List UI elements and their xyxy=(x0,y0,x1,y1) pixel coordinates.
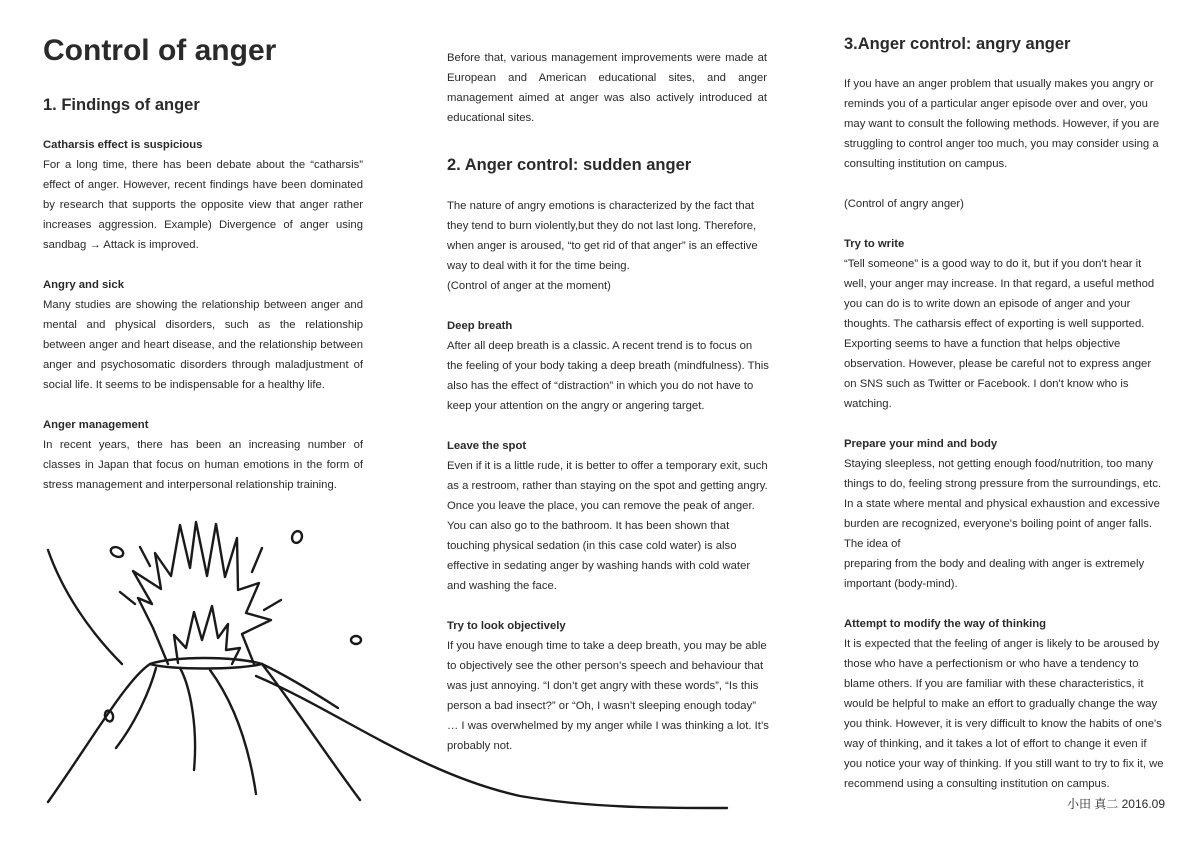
paragraph-mind-body-2: The idea of xyxy=(844,538,901,550)
paragraph-mind-body: Staying sleepless, not getting enough food/nutrition, too many things to do, feeling strong pressure from the surroundings, etc. In a state where mental and physical exhaustion and excessive burden are recognized, everyone's boiling point of anger falls. xyxy=(844,458,1162,530)
paragraph-catharsis: For a long time, there has been debate about the “catharsis” effect of anger. However, recent findings have been dominated by research that supports the opposite view that anger rather increases aggression. Example) Divergence of anger using sandbag → Attack is improved. xyxy=(43,159,363,251)
subheading-modify-thinking: Attempt to modify the way of thinking xyxy=(844,618,1047,630)
column-1-body xyxy=(43,135,363,495)
paragraph-intro: Before that, various management improvements were made at European and American educational sites, and anger management aimed at anger was also actively introduced at educational sites. xyxy=(447,52,767,124)
column-3-body xyxy=(844,74,1166,794)
note-sudden: (Control of anger at the moment) xyxy=(447,280,611,292)
paragraph-sudden-lead: The nature of angry emotions is characterized by the fact that they tend to burn violently,but they do not last long. Therefore, when anger is aroused, “to get rid of that anger” is an effective way to deal with it for the time being. xyxy=(447,200,758,272)
column-2-body xyxy=(447,196,769,756)
paragraph-angry-sick: Many studies are showing the relationship between anger and mental and physical disorders, such as the relationship between anger and heart disease, and the relationship between anger and psychosomatic disorders through maladjustment of social life. It seems to be indispensable for a healthy life. xyxy=(43,299,363,391)
paragraph-anger-management: In recent years, there has been an increasing number of classes in Japan that focus on human emotions in the form of stress management and interpersonal relationship training. xyxy=(43,439,363,491)
paragraph-look-objectively: If you have enough time to take a deep breath, you may be able to objectively see the other person's speech and behaviour that was just annoying. “I don’t get angry with these words”, “Is this person a bad insect?” or “Oh, I wasn’t sleeping enough today” … I was overwhelmed by my anger while I was thinking a lot. It’s probably not. xyxy=(447,640,769,752)
subheading-look-objectively: Try to look objectively xyxy=(447,620,566,632)
subheading-deep-breath: Deep breath xyxy=(447,320,513,332)
column-2-intro xyxy=(447,48,767,128)
paragraph-deep-breath: After all deep breath is a classic. A recent trend is to focus on the feeling of your body taking a deep breath (mindfulness). This also has the effect of “distraction” in which you do not have to keep your attention on the angry or angering target. xyxy=(447,340,769,412)
paragraph-try-write: “Tell someone” is a good way to do it, but if you don't hear it well, your anger may increase. In that regard, a useful method you can do is to write down an episode of anger and your thoughts. The catharsis effect of exporting is well supported. Exporting seems to have a function that helps objective observation. However, please be careful not to express anger on SNS such as Twitter or Facebook. I don't know who is watching. xyxy=(844,258,1155,410)
subheading-catharsis: Catharsis effect is suspicious xyxy=(43,139,203,151)
section-heading-angry-anger: 3.Anger control: angry anger xyxy=(844,35,1071,53)
section-heading-findings: 1. Findings of anger xyxy=(43,96,200,114)
note-angry: (Control of angry anger) xyxy=(844,198,964,210)
author-signature: 小田 真二 2016.09 xyxy=(1066,797,1165,811)
subheading-mind-body: Prepare your mind and body xyxy=(844,438,998,450)
paragraph-mind-body-3: preparing from the body and dealing with anger is extremely important (body-mind). xyxy=(844,558,1145,590)
subheading-anger-management: Anger management xyxy=(43,419,149,431)
paragraph-angry-lead: If you have an anger problem that usually makes you angry or reminds you of a particular anger episode over and over, you may want to consult the following methods. However, if you are struggling to control anger too much, you may consider using a consulting institution on campus. xyxy=(844,78,1160,170)
subheading-leave-spot: Leave the spot xyxy=(447,440,527,452)
paragraph-leave-spot: Even if it is a little rude, it is better to offer a temporary exit, such as a restroom, rather than staying on the spot and getting angry. Once you leave the place, you can remove the peak of anger. You can also go to the bathroom. It has been shown that touching physical sedation (in this case cold water) is also effective in sedating anger by washing hands with cold water and washing the face. xyxy=(447,460,768,592)
paragraph-modify-thinking: It is expected that the feeling of anger is likely to be aroused by those who have a perfectionism or who have a tendency to blame others. If you are familiar with these characteristics, it would be helpful to make an effort to gradually change the way you think. However, it is very difficult to know the habits of one's way of thinking, and it takes a lot of effort to change it even if you notice your way of thinking. If you still want to try to fix it, we recommend using a consulting institution on campus. xyxy=(844,638,1164,790)
subheading-try-write: Try to write xyxy=(844,238,905,250)
subheading-angry-sick: Angry and sick xyxy=(43,279,124,291)
page-title: Control of anger xyxy=(43,34,277,67)
section-heading-sudden-anger: 2. Anger control: sudden anger xyxy=(447,156,692,174)
